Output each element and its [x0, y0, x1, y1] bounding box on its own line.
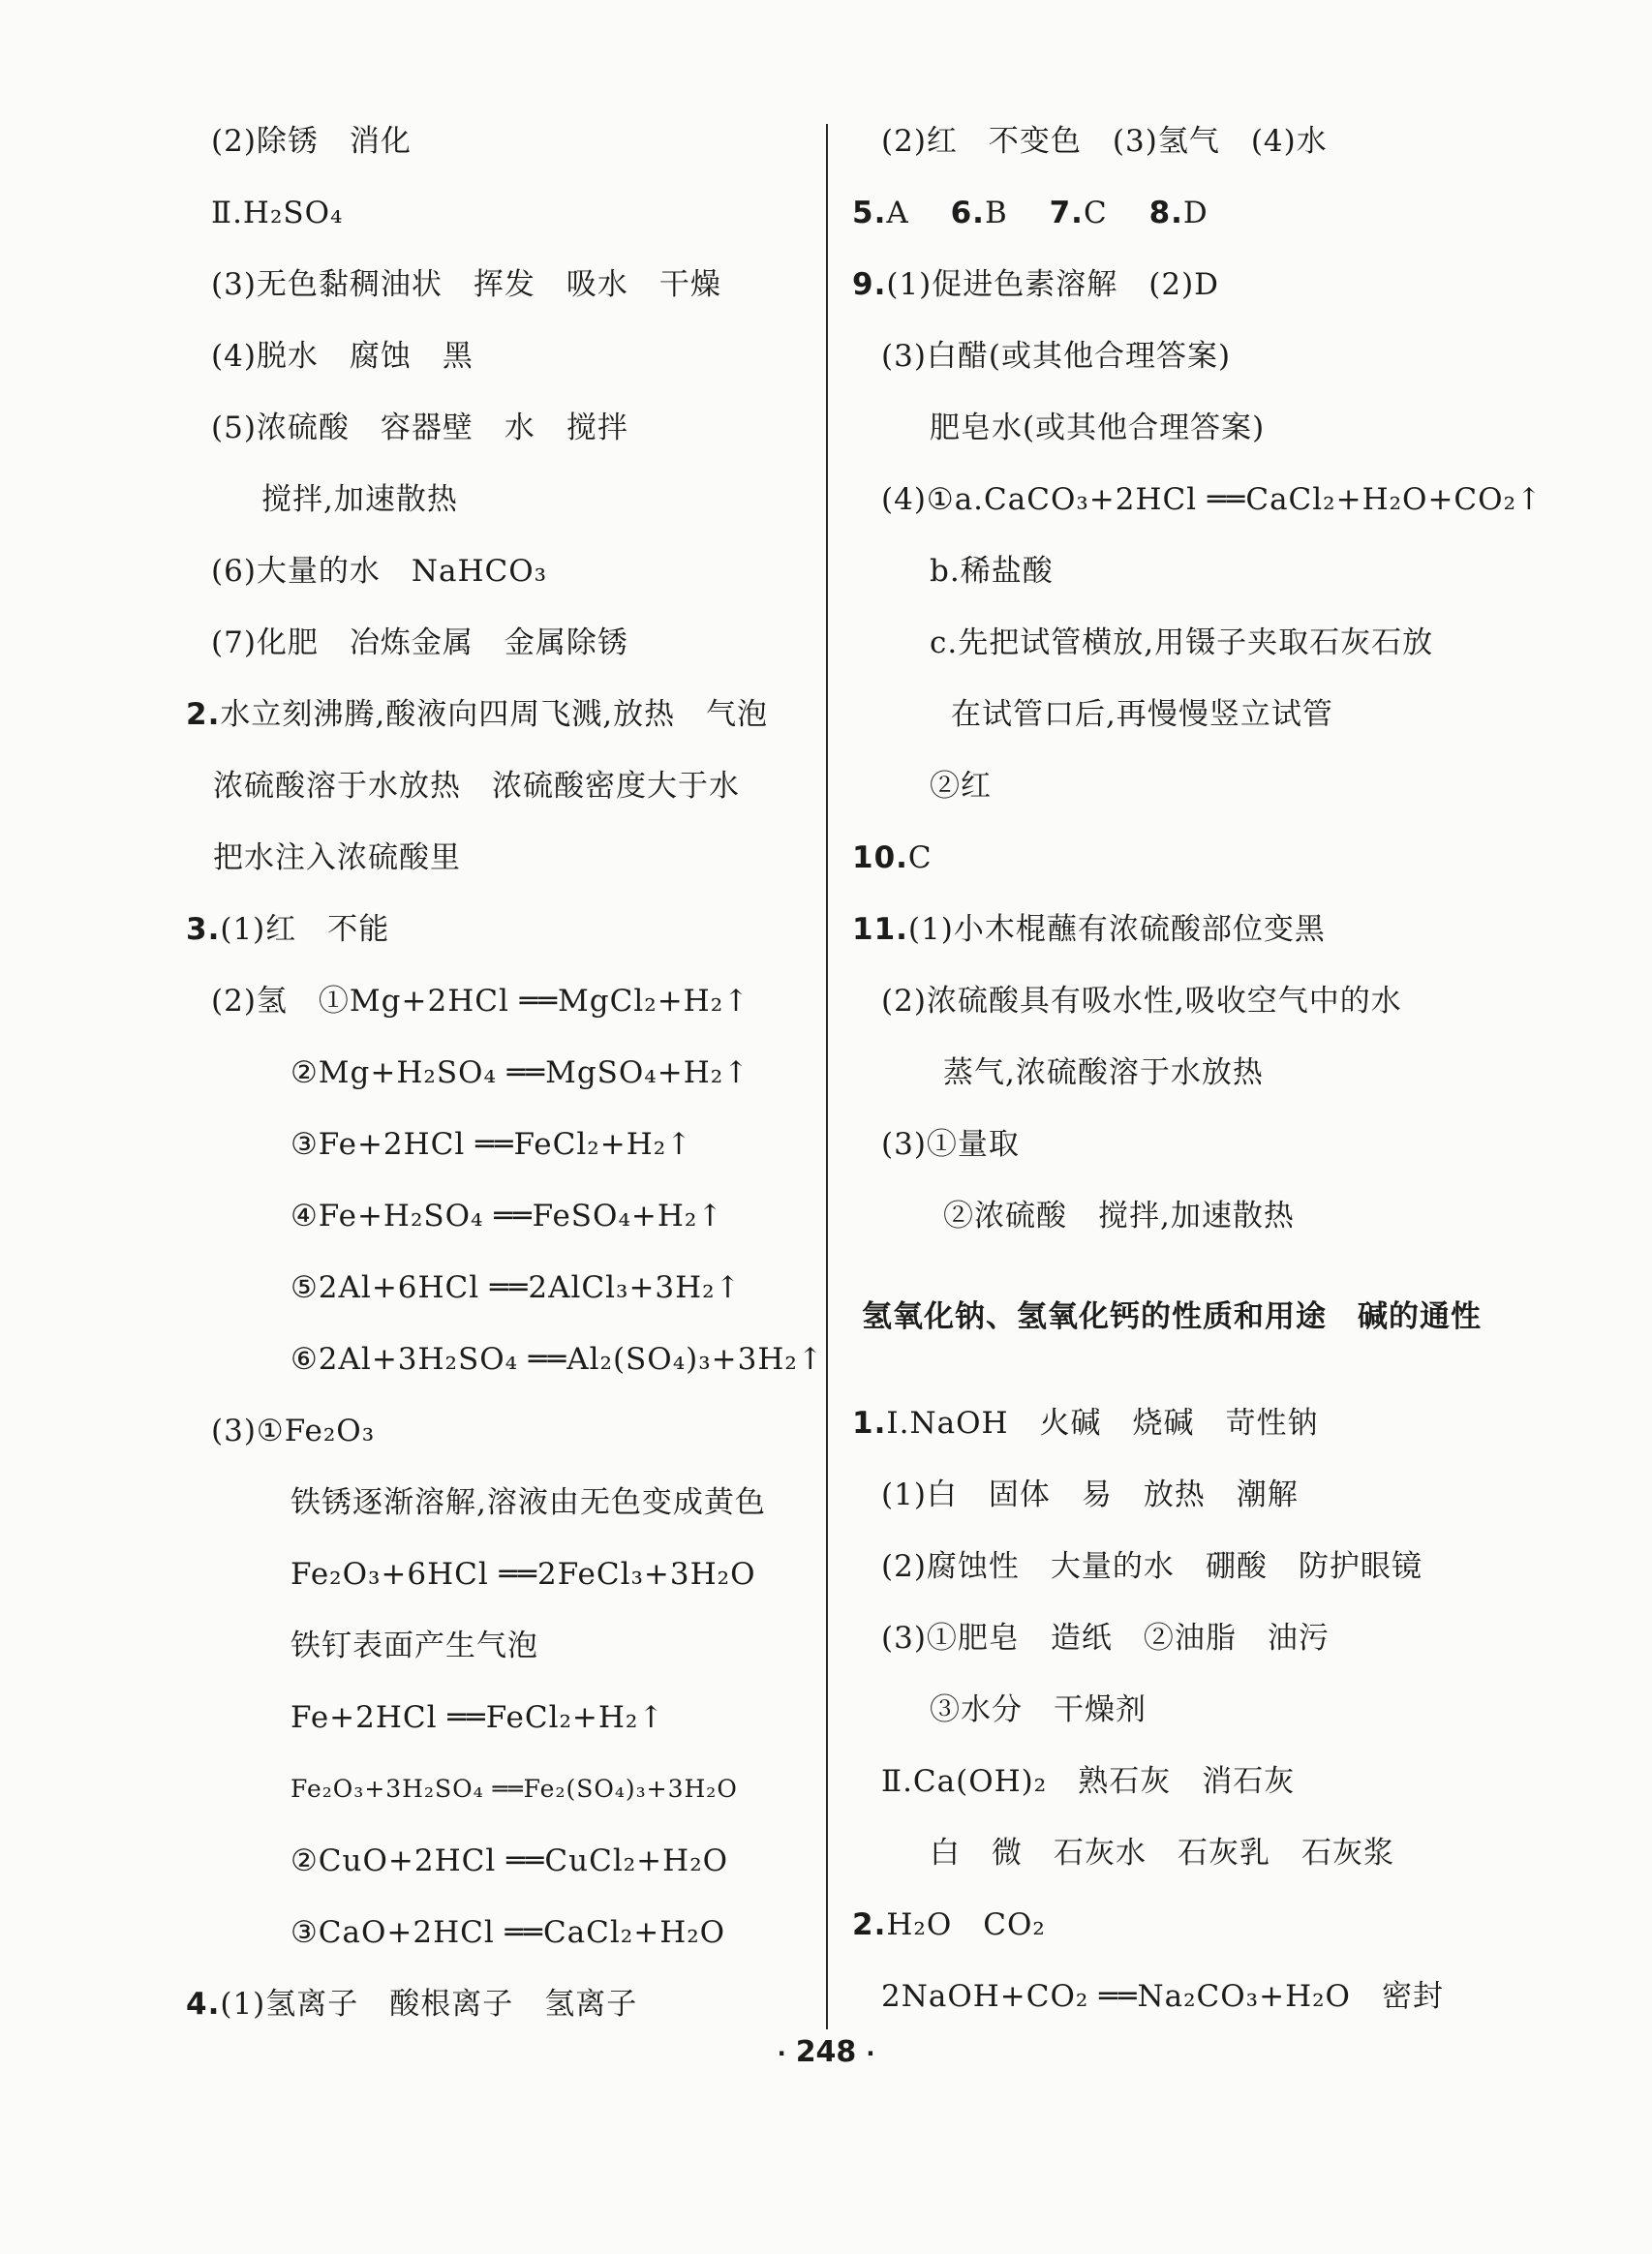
answer-line: (2)浓硫酸具有吸水性,吸收空气中的水	[881, 984, 1402, 1019]
answer-line: 浓硫酸溶于水放热 浓硫酸密度大于水	[213, 769, 740, 804]
equation-line: Fe₂O₃+6HCl ══2FeCl₃+3H₂O	[291, 1557, 756, 1592]
question-2: 2.水立刻沸腾,酸液向四周飞溅,放热 气泡	[186, 697, 769, 732]
question-11: 11.(1)小木棍蘸有浓硫酸部位变黑	[852, 912, 1326, 947]
question-9: 9.(1)促进色素溶解 (2)D	[852, 267, 1220, 302]
page-number-dot: ·	[866, 2039, 875, 2067]
section2-question-1: 1.Ⅰ.NaOH 火碱 烧碱 苛性钠	[852, 1406, 1319, 1441]
answer-line: (7)化肥 冶炼金属 金属除锈	[211, 625, 628, 660]
answer-line: Ⅱ.Ca(OH)₂ 熟石灰 消石灰	[881, 1764, 1296, 1799]
answer-line: (3)白醋(或其他合理答案)	[881, 339, 1232, 374]
question-number: 7.	[1049, 196, 1084, 230]
question-number: 4.	[186, 1987, 221, 2022]
section2-question-2: 2.H₂O CO₂	[852, 1907, 1046, 1942]
equation-line: ②Mg+H₂SO₄ ══MgSO₄+H₂↑	[291, 1055, 750, 1090]
answer-line: 蒸气,浓硫酸溶于水放热	[943, 1055, 1264, 1090]
equation-line: ③Fe+2HCl ══FeCl₂+H₂↑	[291, 1127, 693, 1162]
question-number: 2.	[852, 1907, 887, 1942]
page-number-value: 248	[795, 2035, 857, 2069]
answer-line: 铁钉表面产生气泡	[291, 1629, 538, 1663]
question-10: 10.C	[852, 840, 933, 875]
equation-line: Fe+2HCl ══FeCl₂+H₂↑	[291, 1700, 665, 1735]
answer-line: (3)①量取	[881, 1127, 1020, 1162]
question-number: 9.	[852, 267, 887, 302]
answer-line: (3)①Fe₂O₃	[211, 1414, 376, 1448]
equation-line: (4)①a.CaCO₃+2HCl ══CaCl₂+H₂O+CO₂↑	[881, 482, 1543, 517]
answer-line: 搅拌,加速散热	[261, 482, 458, 517]
questions-5-8: 5.A 6.B 7.C 8.D	[852, 196, 1208, 230]
answer-line: c.先把试管横放,用镊子夹取石灰石放	[930, 625, 1434, 660]
question-number: 10.	[852, 840, 908, 875]
page-number-dot: ·	[777, 2039, 786, 2067]
answer-line: (3)无色黏稠油状 挥发 吸水 干燥	[211, 267, 721, 302]
answer-line: ②红	[930, 769, 992, 804]
answer-line: Ⅱ.H₂SO₄	[211, 196, 344, 230]
question-number: 1.	[852, 1406, 887, 1441]
equation-line: ⑤2Al+6HCl ══2AlCl₃+3H₂↑	[291, 1270, 742, 1305]
answer-line: (2)红 不变色 (3)氢气 (4)水	[881, 124, 1328, 159]
column-divider	[826, 124, 828, 2029]
answer-line: 白 微 石灰水 石灰乳 石灰浆	[930, 1836, 1394, 1871]
answer-line: (1)白 固体 易 放热 潮解	[881, 1477, 1299, 1512]
answer-line: ②浓硫酸 搅拌,加速散热	[943, 1199, 1295, 1234]
answer-line: 把水注入浓硫酸里	[213, 840, 461, 875]
answer-line: (2)腐蚀性 大量的水 硼酸 防护眼镜	[881, 1549, 1423, 1584]
equation-line: ②CuO+2HCl ══CuCl₂+H₂O	[291, 1843, 729, 1878]
page-number	[0, 2035, 1652, 2069]
question-4: 4.(1)氢离子 酸根离子 氢离子	[186, 1987, 638, 2022]
answer-line: (5)浓硫酸 容器壁 水 搅拌	[211, 411, 628, 445]
equation-line: ④Fe+H₂SO₄ ══FeSO₄+H₂↑	[291, 1199, 724, 1234]
answer-line: (3)①肥皂 造纸 ②油脂 油污	[881, 1621, 1330, 1656]
answer-line: b.稀盐酸	[930, 554, 1054, 589]
question-number: 11.	[852, 912, 908, 947]
equation-line: ③CaO+2HCl ══CaCl₂+H₂O	[291, 1915, 726, 1950]
question-number: 2.	[186, 697, 221, 732]
question-number: 6.	[950, 196, 985, 230]
answer-line: 肥皂水(或其他合理答案)	[930, 411, 1266, 445]
answer-line: (2)除锈 消化	[211, 124, 412, 159]
answer-line: 在试管口后,再慢慢竖立试管	[951, 697, 1333, 732]
answer-line: (4)脱水 腐蚀 黑	[211, 339, 474, 374]
equation-line: ⑥2Al+3H₂SO₄ ══Al₂(SO₄)₃+3H₂↑	[291, 1342, 824, 1377]
equation-line: 2NaOH+CO₂ ══Na₂CO₃+H₂O 密封	[881, 1979, 1444, 2014]
answer-line: ③水分 干燥剂	[930, 1692, 1147, 1727]
answer-line: (6)大量的水 NaHCO₃	[211, 554, 548, 589]
question-number: 3.	[186, 912, 221, 947]
question-3: 3.(1)红 不能	[186, 912, 390, 947]
section-title: 氢氧化钠、氢氧化钙的性质和用途 碱的通性	[862, 1299, 1482, 1334]
equation-line: Fe₂O₃+3H₂SO₄ ══Fe₂(SO₄)₃+3H₂O	[291, 1775, 738, 1803]
question-number: 8.	[1148, 196, 1183, 230]
equation-line: (2)氢 ①Mg+2HCl ══MgCl₂+H₂↑	[211, 984, 750, 1019]
answer-line: 铁锈逐渐溶解,溶液由无色变成黄色	[291, 1485, 766, 1520]
question-number: 5.	[852, 196, 887, 230]
